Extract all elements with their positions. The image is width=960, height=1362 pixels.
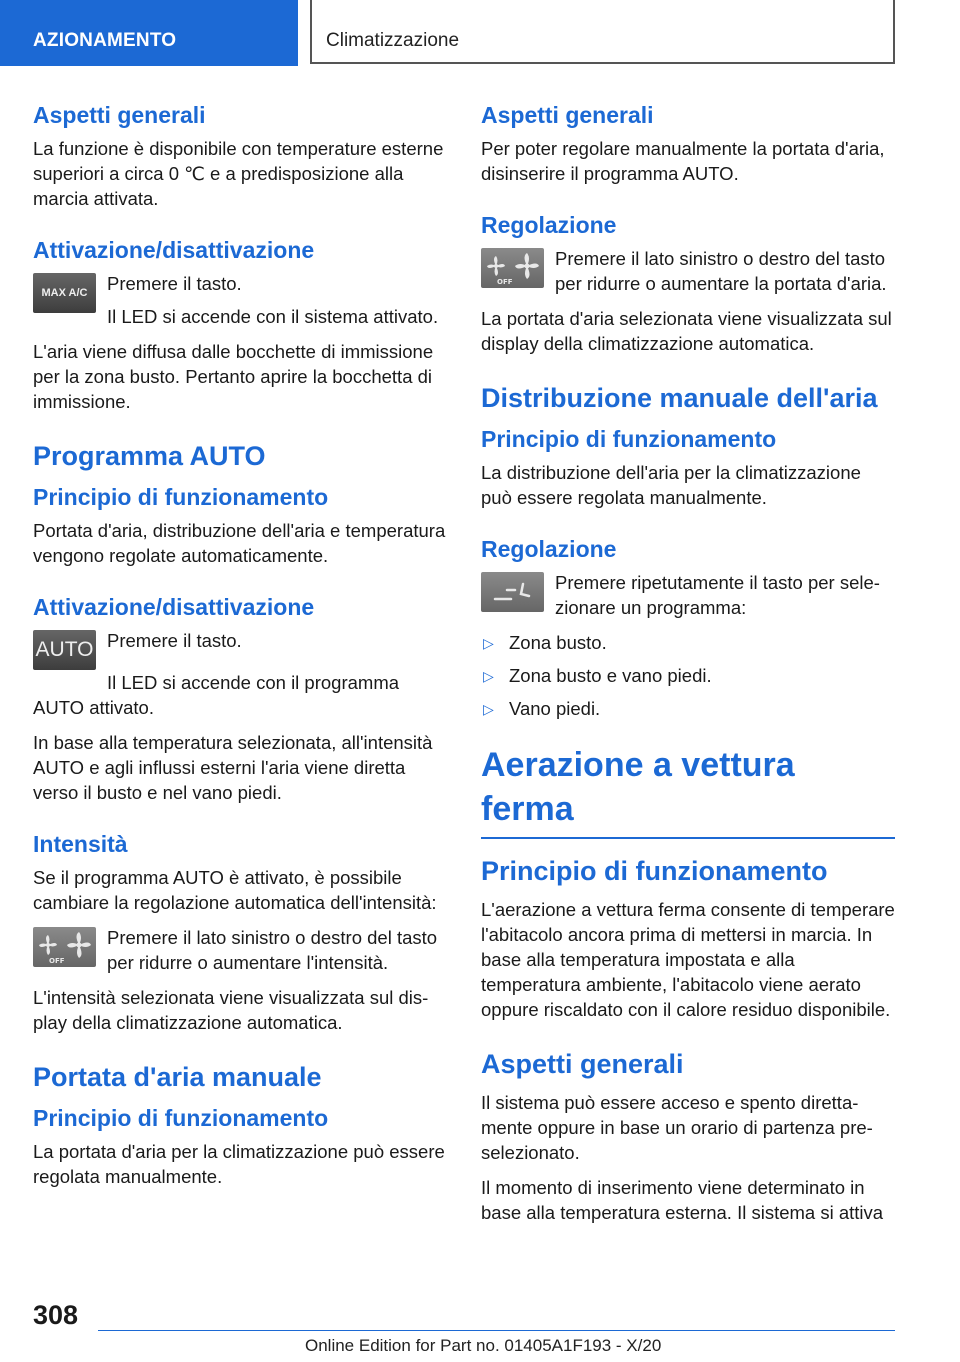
triangle-bullet-icon: ▷ (483, 701, 494, 717)
fan-icon (481, 248, 544, 288)
right-column (481, 100, 895, 1235)
heading-aspetti-generali-right: Aspetti generali (481, 102, 654, 128)
paragraph-principio-aerazione: L'aerazione a vettura ferma consente di temperare l'abitacolo ancora prima di mettersi in marcia. In base alla temperatura impostata e alla temperatura ambiente, l'abitacolo viene aerato oppure riscaldato con il calore residuo disponibile. (481, 899, 895, 1020)
distribution-instruction: Premere ripetutamente il tasto per selezionare un programma: (555, 572, 880, 618)
heading-principio-distribuzione: Principio di funzionamento (481, 426, 777, 452)
maxac-led-note: Il LED si accende con il sistema attivato. (107, 306, 439, 327)
fan-control (33, 925, 448, 975)
paragraph-aria: L'aria viene diffusa dalle bocchette di immissione per la zona busto. Pertanto aprire la bocchetta di immissione. (33, 341, 434, 412)
heading-attivazione-auto: Attivazione/disattivazione (33, 594, 315, 620)
auto-control (33, 628, 448, 674)
page-number: 308 (33, 1300, 79, 1330)
footer-rule (98, 1330, 895, 1331)
chapter-tab: Climatizzazione (310, 0, 895, 64)
fan-button-icon-right (481, 248, 544, 288)
auto-led-note: Il LED si accende con il programma AUTO attivato. (33, 672, 400, 718)
triangle-bullet-icon: ▷ (483, 668, 494, 684)
heading-regolazione-distribuzione: Regolazione (481, 536, 617, 562)
auto-instruction: Premere il tasto. (107, 630, 242, 651)
fan-icon (33, 927, 96, 967)
paragraph-principio-portata: La portata d'aria per la climatizzazione può essere regolata manualmente. (33, 1141, 445, 1187)
heading-principio-portata: Principio di funzionamento (33, 1105, 329, 1131)
heading-aspetti-generali: Aspetti generali (33, 102, 206, 128)
distribution-control (481, 570, 895, 620)
maxac-button-icon: MAX A/C (33, 273, 96, 313)
svg-text:OFF: OFF (497, 278, 513, 286)
fan-control-right (481, 246, 895, 296)
heading-portata-manuale: Portata d'aria manuale (33, 1062, 322, 1092)
heading-programma-auto: Programma AUTO (33, 441, 266, 471)
paragraph-aspetti: La funzione è disponibile con temperature esterne superiori a circa 0 ℃ e a predisposizione alla marcia attivata. (33, 138, 444, 209)
heading-regolazione: Regolazione (481, 212, 617, 238)
fan-instruction-right: Premere il lato sinistro o destro del tasto per ridurre o aumentare la portata d'aria. (555, 248, 887, 294)
heading-attivazione: Attivazione/disattivazione (33, 237, 315, 263)
paragraph-intensita-selezionata: L'intensità selezionata viene visualizzata sul display della climatizzazione automatica. (33, 987, 429, 1033)
triangle-bullet-icon: ▷ (483, 635, 494, 651)
list-item: ▷ Zona busto. (481, 630, 895, 655)
distribution-button-icon (481, 572, 544, 612)
paragraph-base: In base alla temperatura selezionata, all'intensità AUTO e agli influssi esterni l'aria viene diretta verso il busto e nel vano piedi. (33, 732, 433, 803)
fan-button-icon (33, 927, 96, 967)
section-rule (481, 837, 895, 839)
fan-instruction: Premere il lato sinistro o destro del tasto per ridurre o aumentare l'intensità. (107, 927, 438, 973)
auto-button-icon: AUTO (33, 630, 96, 670)
heading-aspetti-aerazione: Aspetti generali (481, 1049, 684, 1079)
paragraph-aspetti-aerazione-b: Il momento di inserimento viene determinato in base alla temperatura esterna. Il sistema si attiva (481, 1177, 884, 1223)
maxac-instruction: Premere il tasto. (107, 273, 242, 294)
page-header (0, 0, 960, 66)
list-item: ▷ Vano piedi. (481, 696, 895, 721)
paragraph-principio: Portata d'aria, distribuzione dell'aria e temperatura vengono regolate automaticamente. (33, 520, 446, 566)
heading-aerazione: Aerazione a vettura ferma (481, 746, 795, 828)
heading-intensita: Intensità (33, 831, 128, 857)
left-column (33, 100, 448, 1199)
heading-principio: Principio di funzionamento (33, 484, 329, 510)
svg-text:OFF: OFF (49, 957, 65, 965)
list-item: ▷ Zona busto e vano piedi. (481, 663, 895, 688)
paragraph-aspetti-right: Per poter regolare manualmente la portata d'aria, disinserire il programma AUTO. (481, 138, 885, 184)
heading-principio-aerazione: Principio di funzionamento (481, 856, 828, 886)
air-distribution-icon (481, 572, 544, 612)
heading-distribuzione: Distribuzione manuale dell'aria (481, 383, 878, 413)
section-tab: AZIONAMENTO (0, 0, 298, 66)
paragraph-portata-selezionata: La portata d'aria selezionata viene visualizzata sul display della climatizzazione automatica. (481, 308, 892, 354)
paragraph-aspetti-aerazione-a: Il sistema può essere acceso e spento direttamente oppure in base un orario di partenza preselezionato. (481, 1092, 873, 1163)
maxac-control (33, 271, 448, 329)
footer-edition: Online Edition for Part no. 01405A1F193 - X/20 (305, 1336, 662, 1355)
paragraph-intensita: Se il programma AUTO è attivato, è possibile cambiare la regolazione automatica dell'intensità: (33, 867, 437, 913)
paragraph-principio-distribuzione: La distribuzione dell'aria per la climatizzazione può essere regolata manualmente. (481, 462, 861, 508)
